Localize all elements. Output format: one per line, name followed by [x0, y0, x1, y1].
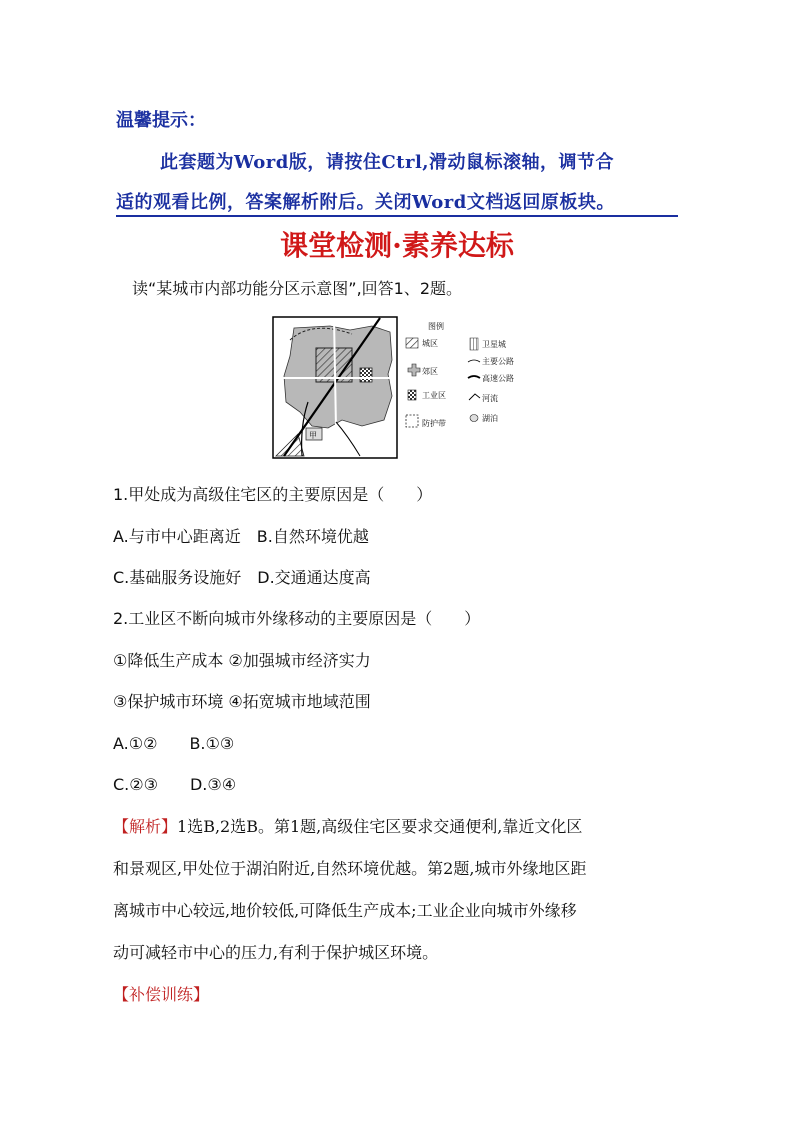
tip-line-2: 适的观看比例，答案解析附后。关闭Word文档返回原板块。 — [116, 188, 678, 217]
tip-line-1: 此套题为Word版，请按住Ctrl,滑动鼠标滚轴，调节合 — [160, 152, 615, 173]
legend-item-suburb: 郊区 — [422, 367, 438, 376]
q1-options-ab: A.与市中心距离近 B.自然环境优越 — [113, 527, 369, 546]
jia-label: 甲 — [309, 431, 317, 440]
industrial-zone — [360, 368, 372, 382]
q2-stem: 2.工业区不断向城市外缘移动的主要原因是（ ） — [113, 609, 481, 628]
q2-options-ab: A.①② B.①③ — [113, 734, 235, 753]
supplement-heading: 【补偿训练】 — [113, 985, 210, 1004]
legend-item-main-road: 主要公路 — [482, 357, 514, 366]
analysis-line-3: 离城市中心较远,地价较低,可降低生产成本;工业企业向城市外缘移 — [113, 901, 577, 920]
map-area — [273, 317, 397, 458]
map-legend — [406, 321, 514, 428]
q1-stem: 1.甲处成为高级住宅区的主要原因是（ ） — [113, 485, 433, 504]
analysis-text-1: 1选B,2选B。第1题,高级住宅区要求交通便利,靠近文化区 — [177, 817, 583, 836]
q2-items-34: ③保护城市环境 ④拓宽城市地域范围 — [113, 692, 371, 711]
q2-items-12: ①降低生产成本 ②加强城市经济实力 — [113, 651, 371, 670]
analysis-line-1 — [113, 814, 582, 837]
legend-title: 图例 — [428, 322, 444, 331]
legend-item-highway: 高速公路 — [482, 374, 514, 383]
city-function-zone-map — [272, 316, 526, 460]
tip-title: 温馨提示： — [116, 110, 206, 131]
legend-item-protective-belt: 防护带 — [422, 419, 446, 428]
legend-item-river: 河流 — [482, 394, 498, 403]
analysis-tag: 【解析】 — [113, 817, 178, 836]
analysis-line-2: 和景观区,甲处位于湖泊附近,自然环境优越。第2题,城市外缘地区距 — [113, 859, 587, 878]
q1-options-cd: C.基础服务设施好 D.交通通达度高 — [113, 568, 371, 587]
legend-item-city: 城区 — [422, 339, 438, 348]
analysis-line-4: 动可减轻市中心的压力,有利于保护城区环境。 — [113, 943, 439, 962]
legend-item-industrial: 工业区 — [422, 391, 446, 400]
section-title: 课堂检测·素养达标 — [280, 229, 514, 262]
legend-item-satellite-town: 卫星城 — [482, 340, 506, 349]
intro-text: 读“某城市内部功能分区示意图”,回答1、2题。 — [132, 279, 463, 298]
legend-item-lake: 湖泊 — [482, 414, 498, 423]
q2-options-cd: C.②③ D.③④ — [113, 775, 237, 794]
